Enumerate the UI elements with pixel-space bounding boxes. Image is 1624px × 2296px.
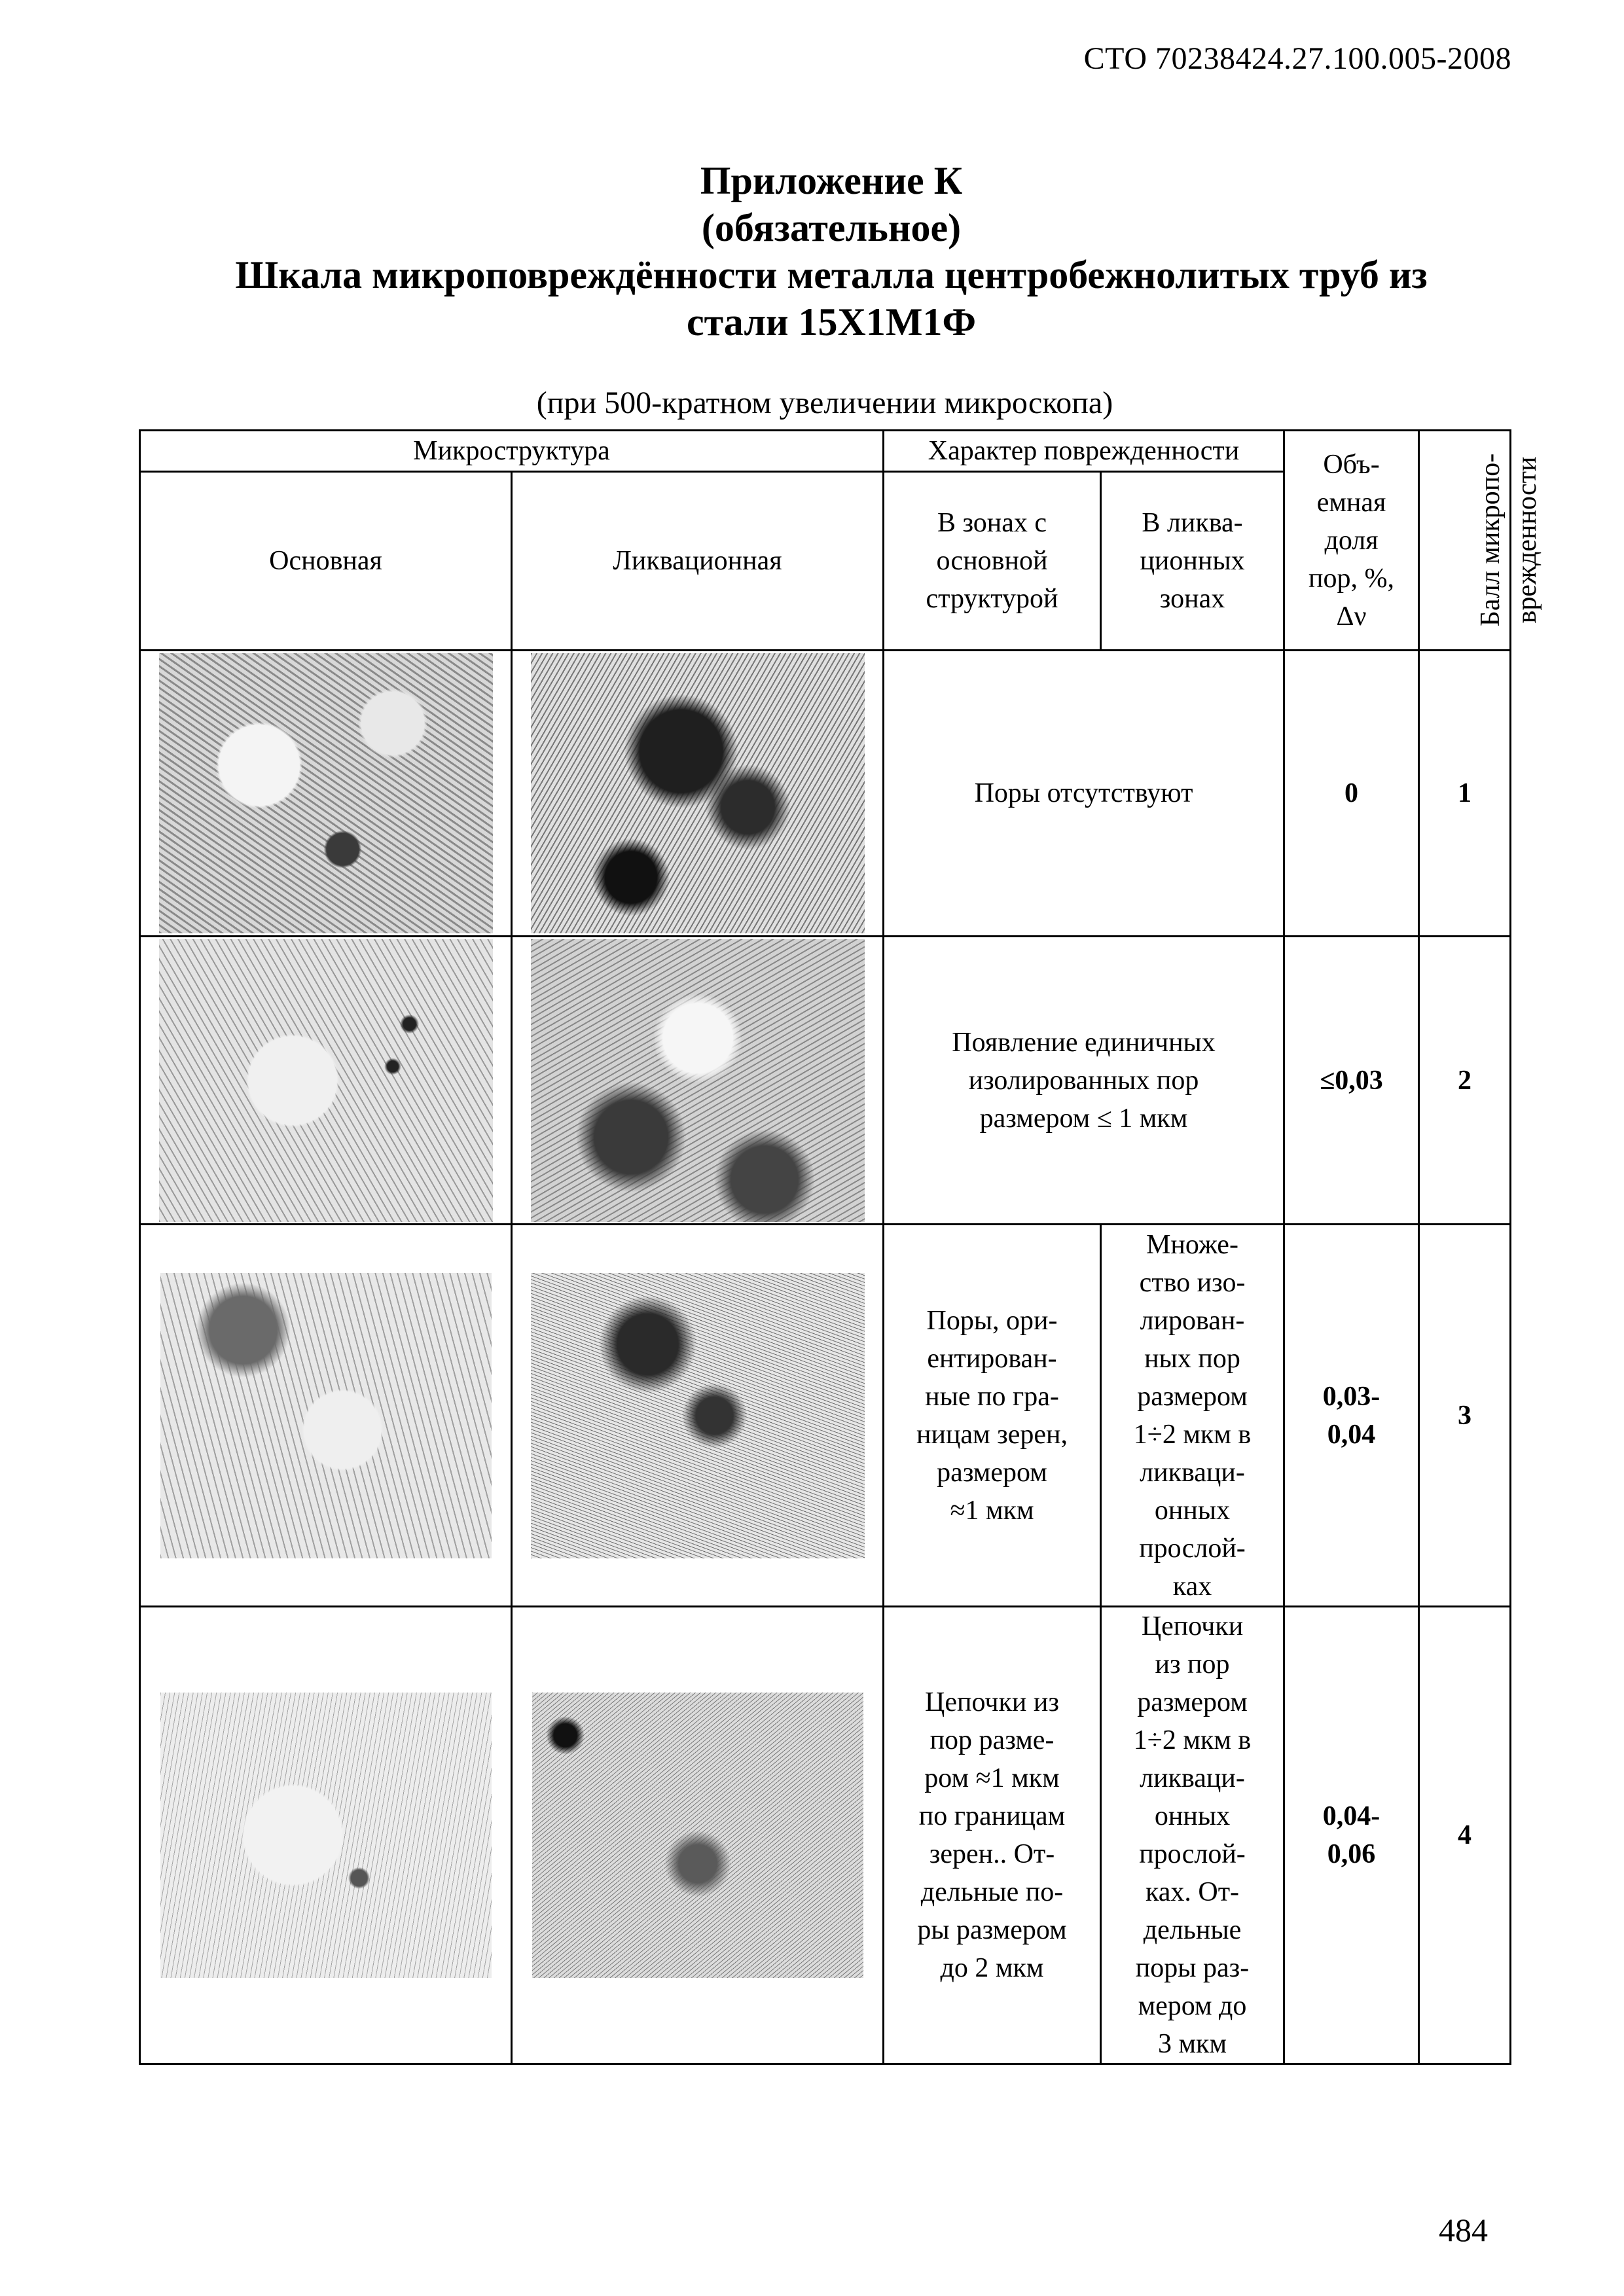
damage-text-line: Цепочки из	[925, 1687, 1059, 1717]
damage-text-line: онных	[1154, 1495, 1231, 1526]
microstructure-texture	[531, 653, 865, 933]
header-volume-fraction-line: емная	[1316, 487, 1386, 518]
main-microstructure-cell	[140, 1607, 512, 2064]
volume-fraction-line: ≤0,03	[1320, 1065, 1383, 1096]
damage-text-line: размером	[1137, 1381, 1248, 1412]
damage-text-line: поры раз-	[1135, 1953, 1250, 1983]
damage-text-line: 1÷2 мкм в	[1133, 1725, 1252, 1755]
volume-fraction-line: 0,04	[1327, 1419, 1376, 1450]
damage-text-line: Появление единичных	[952, 1027, 1216, 1058]
microstructure-texture	[531, 939, 865, 1222]
damage-text-line: Цепочки	[1141, 1611, 1244, 1641]
liquation-microstructure-cell	[512, 651, 884, 937]
table-row	[140, 1607, 1511, 2064]
score-value: 2	[1419, 937, 1511, 1225]
volume-fraction-value	[1284, 651, 1419, 937]
microstructure-image	[159, 653, 493, 933]
damage-text-line: дельные	[1143, 1915, 1242, 1945]
damage-text-line: ных пор	[1144, 1343, 1240, 1374]
header-in-liquation-zones-line: ционных	[1140, 546, 1245, 576]
damage-text-line: 1÷2 мкм в	[1133, 1419, 1252, 1450]
damage-liquation-zones	[1101, 1607, 1284, 2064]
microstructure-texture	[160, 1693, 492, 1978]
main-microstructure-cell	[140, 937, 512, 1225]
damage-text-line: ликваци-	[1140, 1763, 1245, 1793]
microdamage-scale-table	[139, 429, 1543, 2065]
volume-fraction-line: 0,04-	[1322, 1801, 1380, 1831]
damage-text-line: ницам зерен,	[916, 1419, 1068, 1450]
liquation-microstructure-cell	[512, 1607, 884, 2064]
damage-text-line: размером ≤ 1 мкм	[979, 1103, 1188, 1134]
main-microstructure-cell	[140, 651, 512, 937]
header-liquation: Ликвационная	[512, 472, 884, 651]
header-microstructure: Микроструктура	[140, 431, 884, 472]
damage-description	[884, 937, 1284, 1225]
volume-fraction-value	[1284, 937, 1419, 1225]
microstructure-texture	[159, 939, 493, 1222]
table-row	[140, 651, 1511, 937]
score-value: 1	[1419, 651, 1511, 937]
damage-text-line: Множе-	[1146, 1229, 1238, 1260]
microstructure-image	[531, 1273, 865, 1558]
damage-text-line: ром ≈1 мкм	[924, 1763, 1060, 1793]
damage-text-line: размером	[937, 1457, 1047, 1488]
damage-text-line: ство изо-	[1139, 1267, 1246, 1298]
damage-text-line: 3 мкм	[1157, 2029, 1227, 2059]
header-volume-fraction-line: пор, %,	[1308, 563, 1394, 594]
magnification-caption: (при 500-кратном увеличении микроскопа)	[536, 386, 1113, 420]
volume-fraction-line: 0,06	[1327, 1839, 1376, 1869]
microstructure-texture	[532, 1693, 863, 1978]
damage-text-line: размером	[1137, 1687, 1248, 1717]
damage-text-line: ры размером	[917, 1915, 1067, 1945]
microstructure-image	[160, 1273, 492, 1558]
header-volume-fraction-line: доля	[1324, 525, 1379, 556]
header-score	[1419, 431, 1543, 651]
damage-text-line: дельные по-	[920, 1877, 1064, 1907]
header-in-liquation-zones-line: зонах	[1159, 584, 1225, 614]
header-score-line: врежденности	[1512, 456, 1543, 624]
damage-text-line: зерен.. От-	[929, 1839, 1055, 1869]
header-in-liquation-zones	[1101, 472, 1284, 651]
microstructure-image	[531, 939, 865, 1222]
header-in-main-zones-line: В зонах с	[937, 508, 1047, 538]
document-code: СТО 70238424.27.100.005-2008	[1083, 41, 1511, 76]
damage-text-line: из пор	[1155, 1649, 1230, 1679]
volume-fraction-value	[1284, 1225, 1419, 1607]
liquation-microstructure-cell	[512, 937, 884, 1225]
damage-text-line: изолированных пор	[968, 1065, 1199, 1096]
score-value: 3	[1419, 1225, 1511, 1607]
damage-text-line: лирован-	[1140, 1305, 1245, 1336]
volume-fraction-line: 0	[1344, 778, 1359, 808]
table-row	[140, 937, 1511, 1225]
microstructure-image	[160, 1693, 492, 1978]
damage-text-line: ные по гра-	[925, 1381, 1059, 1412]
header-in-liquation-zones-line: В ликва-	[1142, 508, 1243, 538]
damage-text-line: ках. От-	[1145, 1877, 1240, 1907]
damage-text-line: мером до	[1138, 1991, 1247, 2021]
damage-text-line: по границам	[918, 1801, 1066, 1831]
microstructure-texture	[531, 1273, 865, 1558]
damage-text-line: Поры отсутствуют	[974, 778, 1193, 808]
damage-text-line: ентирован-	[927, 1343, 1057, 1374]
damage-text-line: ках	[1172, 1571, 1212, 1602]
microstructure-image	[532, 1693, 863, 1978]
damage-text-line: до 2 мкм	[940, 1953, 1044, 1983]
header-main: Основная	[140, 472, 512, 651]
appendix-title: Приложение К	[700, 159, 963, 202]
liquation-microstructure-cell	[512, 1225, 884, 1607]
header-in-main-zones-line: структурой	[926, 584, 1058, 614]
damage-liquation-zones	[1101, 1225, 1284, 1607]
score-value: 4	[1419, 1607, 1511, 2064]
header-damage-character: Характер поврежденности	[884, 431, 1284, 472]
volume-fraction-line: 0,03-	[1322, 1381, 1380, 1412]
damage-text-line: прослой-	[1139, 1839, 1246, 1869]
page-number: 484	[1439, 2212, 1488, 2248]
microstructure-image	[159, 939, 493, 1222]
scale-title-line-1: Шкала микроповреждённости металла центробежнолитых труб из	[235, 253, 1428, 296]
scale-title-line-2: стали 15Х1М1Ф	[686, 300, 977, 344]
header-in-main-zones	[884, 472, 1101, 651]
damage-main-zones	[884, 1607, 1101, 2064]
appendix-heading	[118, 157, 1545, 346]
header-score-rotated	[1472, 454, 1545, 626]
damage-text-line: прослой-	[1139, 1533, 1246, 1564]
microstructure-texture	[159, 653, 493, 933]
damage-description	[884, 651, 1284, 937]
damage-text-line: ≈1 мкм	[950, 1495, 1034, 1526]
table-row	[140, 1225, 1511, 1607]
damage-text-line: ликваци-	[1140, 1457, 1245, 1488]
header-volume-fraction-line: Δν	[1336, 601, 1367, 632]
damage-text-line: Поры, ори-	[926, 1305, 1058, 1336]
damage-main-zones	[884, 1225, 1101, 1607]
microstructure-texture	[160, 1273, 492, 1558]
header-score-line: Балл микропо-	[1475, 453, 1506, 627]
volume-fraction-value	[1284, 1607, 1419, 2064]
damage-text-line: онных	[1154, 1801, 1231, 1831]
header-volume-fraction	[1284, 431, 1419, 651]
appendix-status: (обязательное)	[701, 206, 962, 249]
header-in-main-zones-line: основной	[936, 546, 1048, 576]
damage-text-line: пор разме-	[929, 1725, 1055, 1755]
main-microstructure-cell	[140, 1225, 512, 1607]
microstructure-image	[531, 653, 865, 933]
header-volume-fraction-line: Объ-	[1323, 449, 1380, 480]
